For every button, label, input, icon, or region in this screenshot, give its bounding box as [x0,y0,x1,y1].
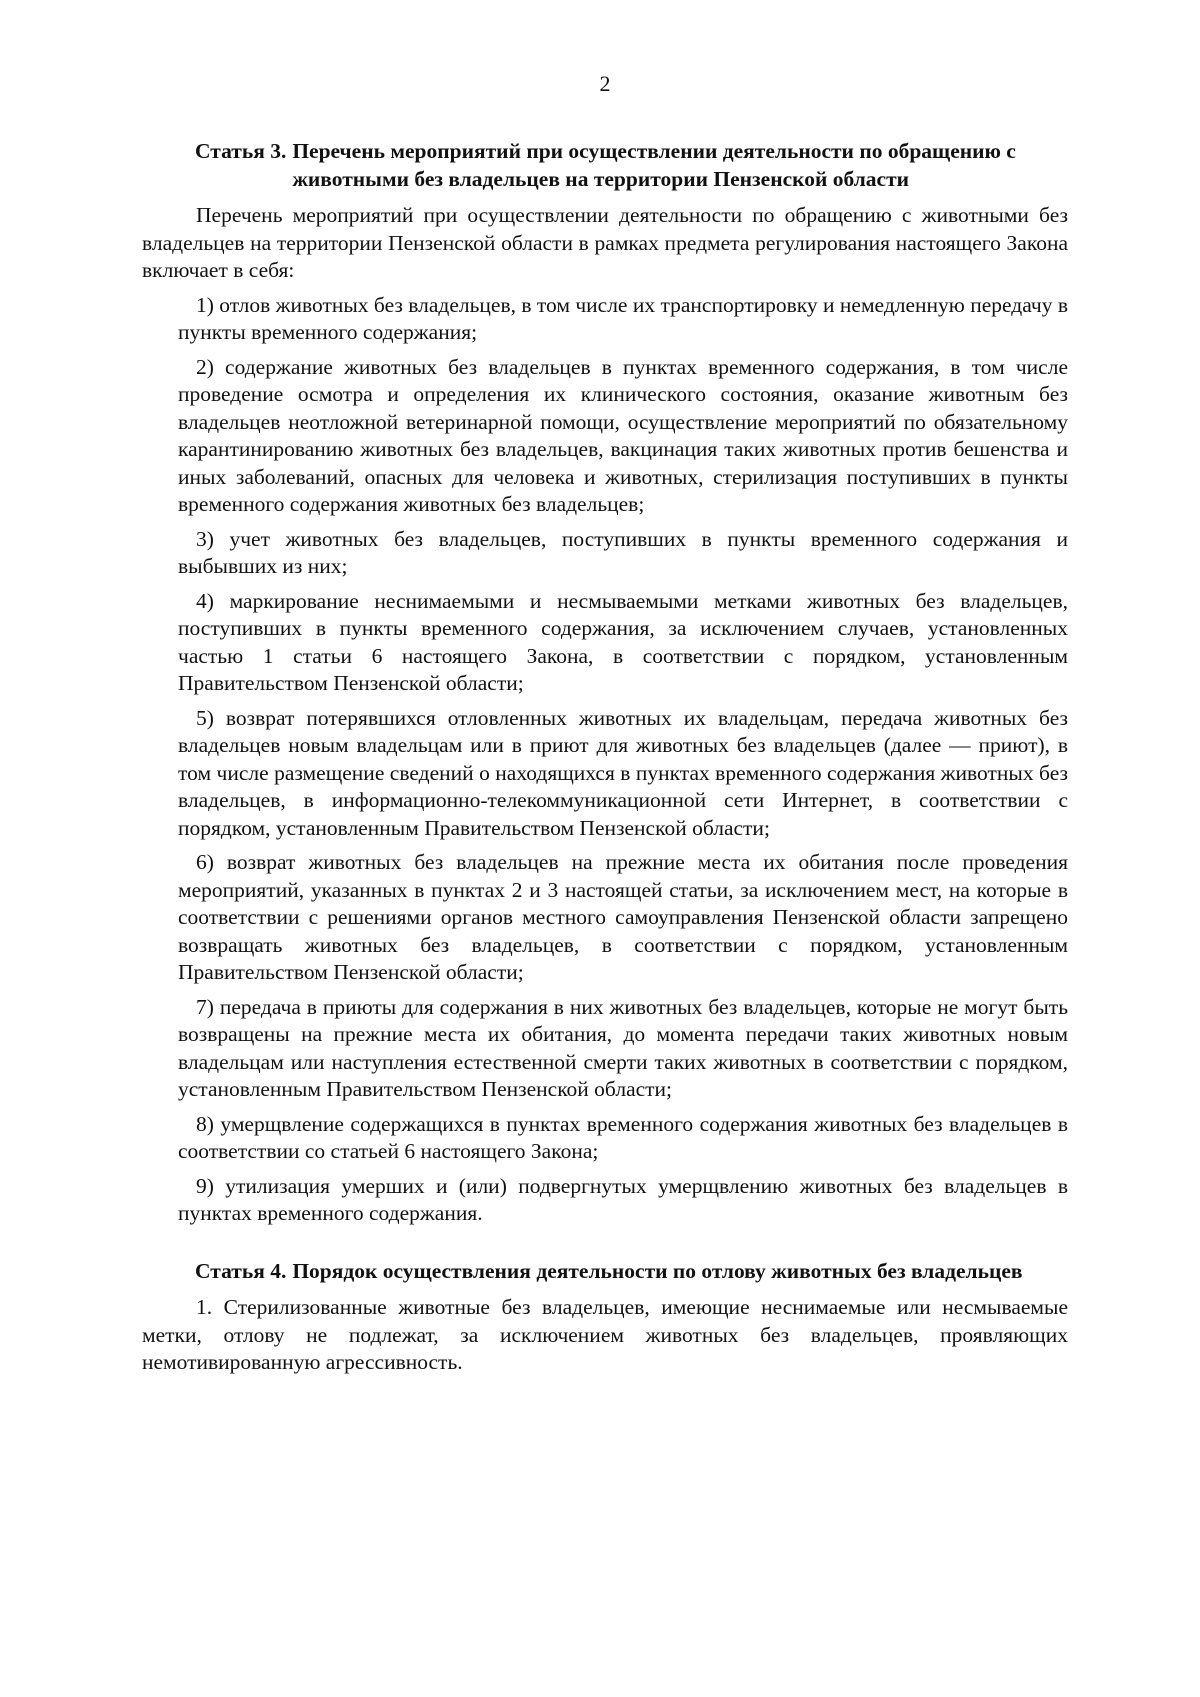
article-4-heading [142,1258,1068,1286]
article-3-item-6: 6) возврат животных без владельцев на прежние места их обитания после проведения мероприятий, указанных в пунктах 2 и 3 настоящей статьи, за исключением мест, на которые в соответствии с решениями органов местного самоуправления Пензенской области запрещено возвращать животных без владельцев, в соответствии с порядком, установленным Правительством Пензенской области; [178,850,1068,984]
article-3-item-4: 4) маркирование неснимаемыми и несмываемыми метками животных без владельцев, поступивших в пункты временного содержания, за исключением случаев, установленных частью 1 статьи 6 настоящего Закона, в соответствии с порядком, установленным Правительством Пензенской области; [178,588,1068,695]
article-3-intro: Перечень мероприятий при осуществлении деятельности по обращению с животными без владельцев на территории Пензенской области в рамках предмета регулирования настоящего Закона включает в себя: [142,203,1068,282]
article-3-label: Статья 3. [195,139,287,163]
article-3-item-3: 3) учет животных без владельцев, поступивших в пункты временного содержания и выбывших из них; [178,526,1068,578]
article-3-item-1: 1) отлов животных без владельцев, в том числе их транспортировку и немедленную передачу в пункты временного содержания; [178,292,1068,344]
article-3-item-9: 9) утилизация умерших и (или) подвергнутых умерщвлению животных без владельцев в пунктах временного содержания. [178,1173,1068,1225]
article-3-heading [142,138,1068,193]
article-3-item-5: 5) возврат потерявшихся отловленных животных их владельцам, передача животных без владельцев новым владельцам или в приют для животных без владельцев (далее — приют), в том числе размещение сведений о находящихся в пунктах временного содержания животных без владельцев, в информационно-телекоммуникационной сети Интернет, в соответствии с порядком, установленным Правительством Пензенской области; [178,705,1068,840]
article-3-item-7: 7) передача в приюты для содержания в них животных без владельцев, которые не могут быть возвращены на прежние места их обитания, до момента передачи таких животных новым владельцам или наступления естественной смерти таких животных в соответствии с порядком, установленным Правительством Пензенской области; [178,994,1068,1101]
article-4-paragraph-1: 1. Стерилизованные животные без владельцев, имеющие неснимаемые или несмываемые метки, отлову не подлежат, за исключением животных без владельцев, проявляющих немотивированную агрессивность. [142,1295,1068,1374]
article-3-item-8: 8) умерщвление содержащихся в пунктах временного содержания животных без владельцев в соответствии со статьей 6 настоящего Закона; [178,1111,1068,1163]
article-3-item-2: 2) содержание животных без владельцев в пунктах временного содержания, в том числе проведение осмотра и определения их клинического состояния, оказание животным без владельцев неотложной ветеринарной помощи, осуществление мероприятий по обязательному карантинированию животных без владельцев, вакцинация таких животных против бешенства и иных заболеваний, опасных для человека и животных, стерилизация поступивших в пункты временного содержания животных без владельцев; [178,354,1068,516]
article-4-title: Порядок осуществления деятельности по отлову животных без владельцев [292,1258,1023,1283]
page-number: 2 [599,71,611,96]
article-4-label: Статья 4. [195,1258,287,1283]
article-3-title: Перечень мероприятий при осуществлении деятельности по обращению с животными без владельцев на территории Пензенской области [292,139,1016,191]
